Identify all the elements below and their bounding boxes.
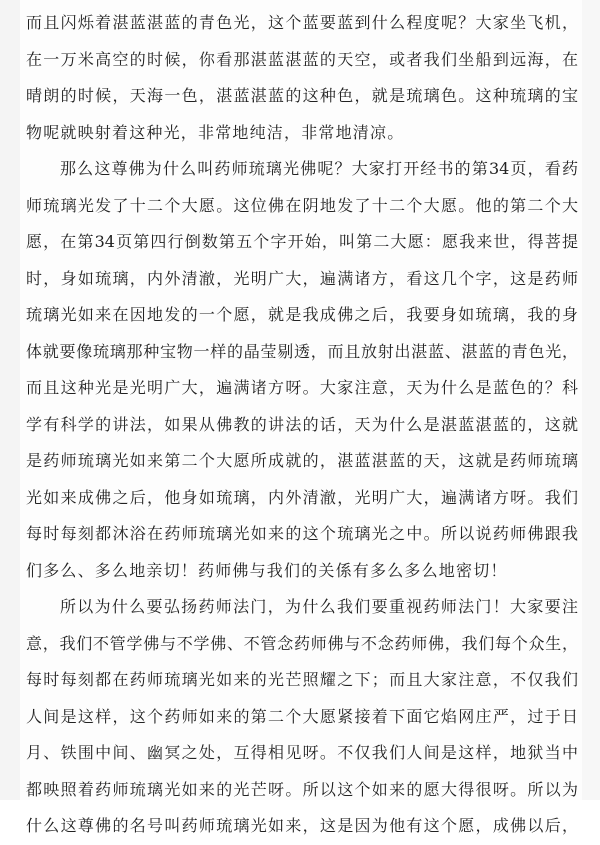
text-line: 时，身如琉璃，内外清澈，光明广大，遍满诸方，看这几个字，这是药师 <box>26 268 578 288</box>
text-line: 学有科学的讲法，如果从佛教的讲法的话，天为什么是湛蓝湛蓝的，这就 <box>26 414 578 434</box>
text-line: 所以为什么要弘扬药师法门，为什么我们要重视药师法门！大家要注 <box>60 597 578 616</box>
text-line: 体就要像琉璃那种宝物一样的晶莹剔透，而且放射出湛蓝、湛蓝的青色光， <box>26 341 578 361</box>
text-line: 愿，在第34页第四行倒数第五个字开始，叫第二大愿：愿我来世，得菩提 <box>26 232 578 251</box>
text-line: 晴朗的时候，天海一色，湛蓝湛蓝的这种色，就是琉璃色。这种琉璃的宝 <box>26 86 578 105</box>
text-line: 每时每刻都沐浴在药师琉璃光如来的这个琉璃光之中。所以说药师佛跟我 <box>26 524 578 543</box>
paragraph-1 <box>26 5 578 151</box>
text-line: 意，我们不管学佛与不学佛、不管念药师佛与不念药师佛，我们每个众生， <box>26 633 578 653</box>
text-line: 在一万米高空的时候，你看那湛蓝湛蓝的天空，或者我们坐船到远海，在 <box>26 49 578 69</box>
text-line: 那么这尊佛为什么叫药师琉璃光佛呢？大家打开经书的第34页，看药 <box>60 159 578 178</box>
text-line: 都映照着药师琉璃光如来的光芒呀。所以这个如来的愿大得很呀。所以为 <box>26 779 578 799</box>
text-line: 琉璃光如来在因地发的一个愿，就是我成佛之后，我要身如琉璃，我的身 <box>26 305 578 324</box>
text-line: 人间是这样，这个药师如来的第二个大愿紧接着下面它焰网庄严，过于日 <box>26 706 578 726</box>
text-line: 光如来成佛之后，他身如琉璃，内外清澈，光明广大，遍满诸方呀。我们 <box>26 487 578 507</box>
text-line: 什么这尊佛的名号叫药师琉璃光如来，这是因为他有这个愿，成佛以后， <box>26 816 578 835</box>
page-margin-right <box>582 0 600 800</box>
text-line: 而且这种光是光明广大，遍满诸方呀。大家注意，天为什么是蓝色的？科 <box>26 378 578 397</box>
paragraph-2 <box>26 151 578 589</box>
text-line: 们多么、多么地亲切！药师佛与我们的关係有多么多么地密切！ <box>26 560 508 580</box>
text-line: 而且闪烁着湛蓝湛蓝的青色光，这个蓝要蓝到什么程度呢？大家坐飞机， <box>26 13 578 32</box>
text-line: 每时每刻都在药师琉璃光如来的光芒照耀之下；而且大家注意，不仅我们 <box>26 670 578 689</box>
document-body <box>26 5 578 845</box>
page-margin-left <box>0 0 20 800</box>
text-line: 物呢就映射着这种光，非常地纯洁，非常地清凉。 <box>26 122 405 142</box>
paragraph-3 <box>26 589 578 845</box>
text-line: 师琉璃光发了十二个大愿。这位佛在阴地发了十二个大愿。他的第二个大 <box>26 195 578 215</box>
text-line: 月、铁围中间、幽冥之处，互得相见呀。不仅我们人间是这样，地狱当中 <box>26 743 578 762</box>
text-line: 是药师琉璃光如来第二个大愿所成就的，湛蓝湛蓝的天，这就是药师琉璃 <box>26 451 578 470</box>
